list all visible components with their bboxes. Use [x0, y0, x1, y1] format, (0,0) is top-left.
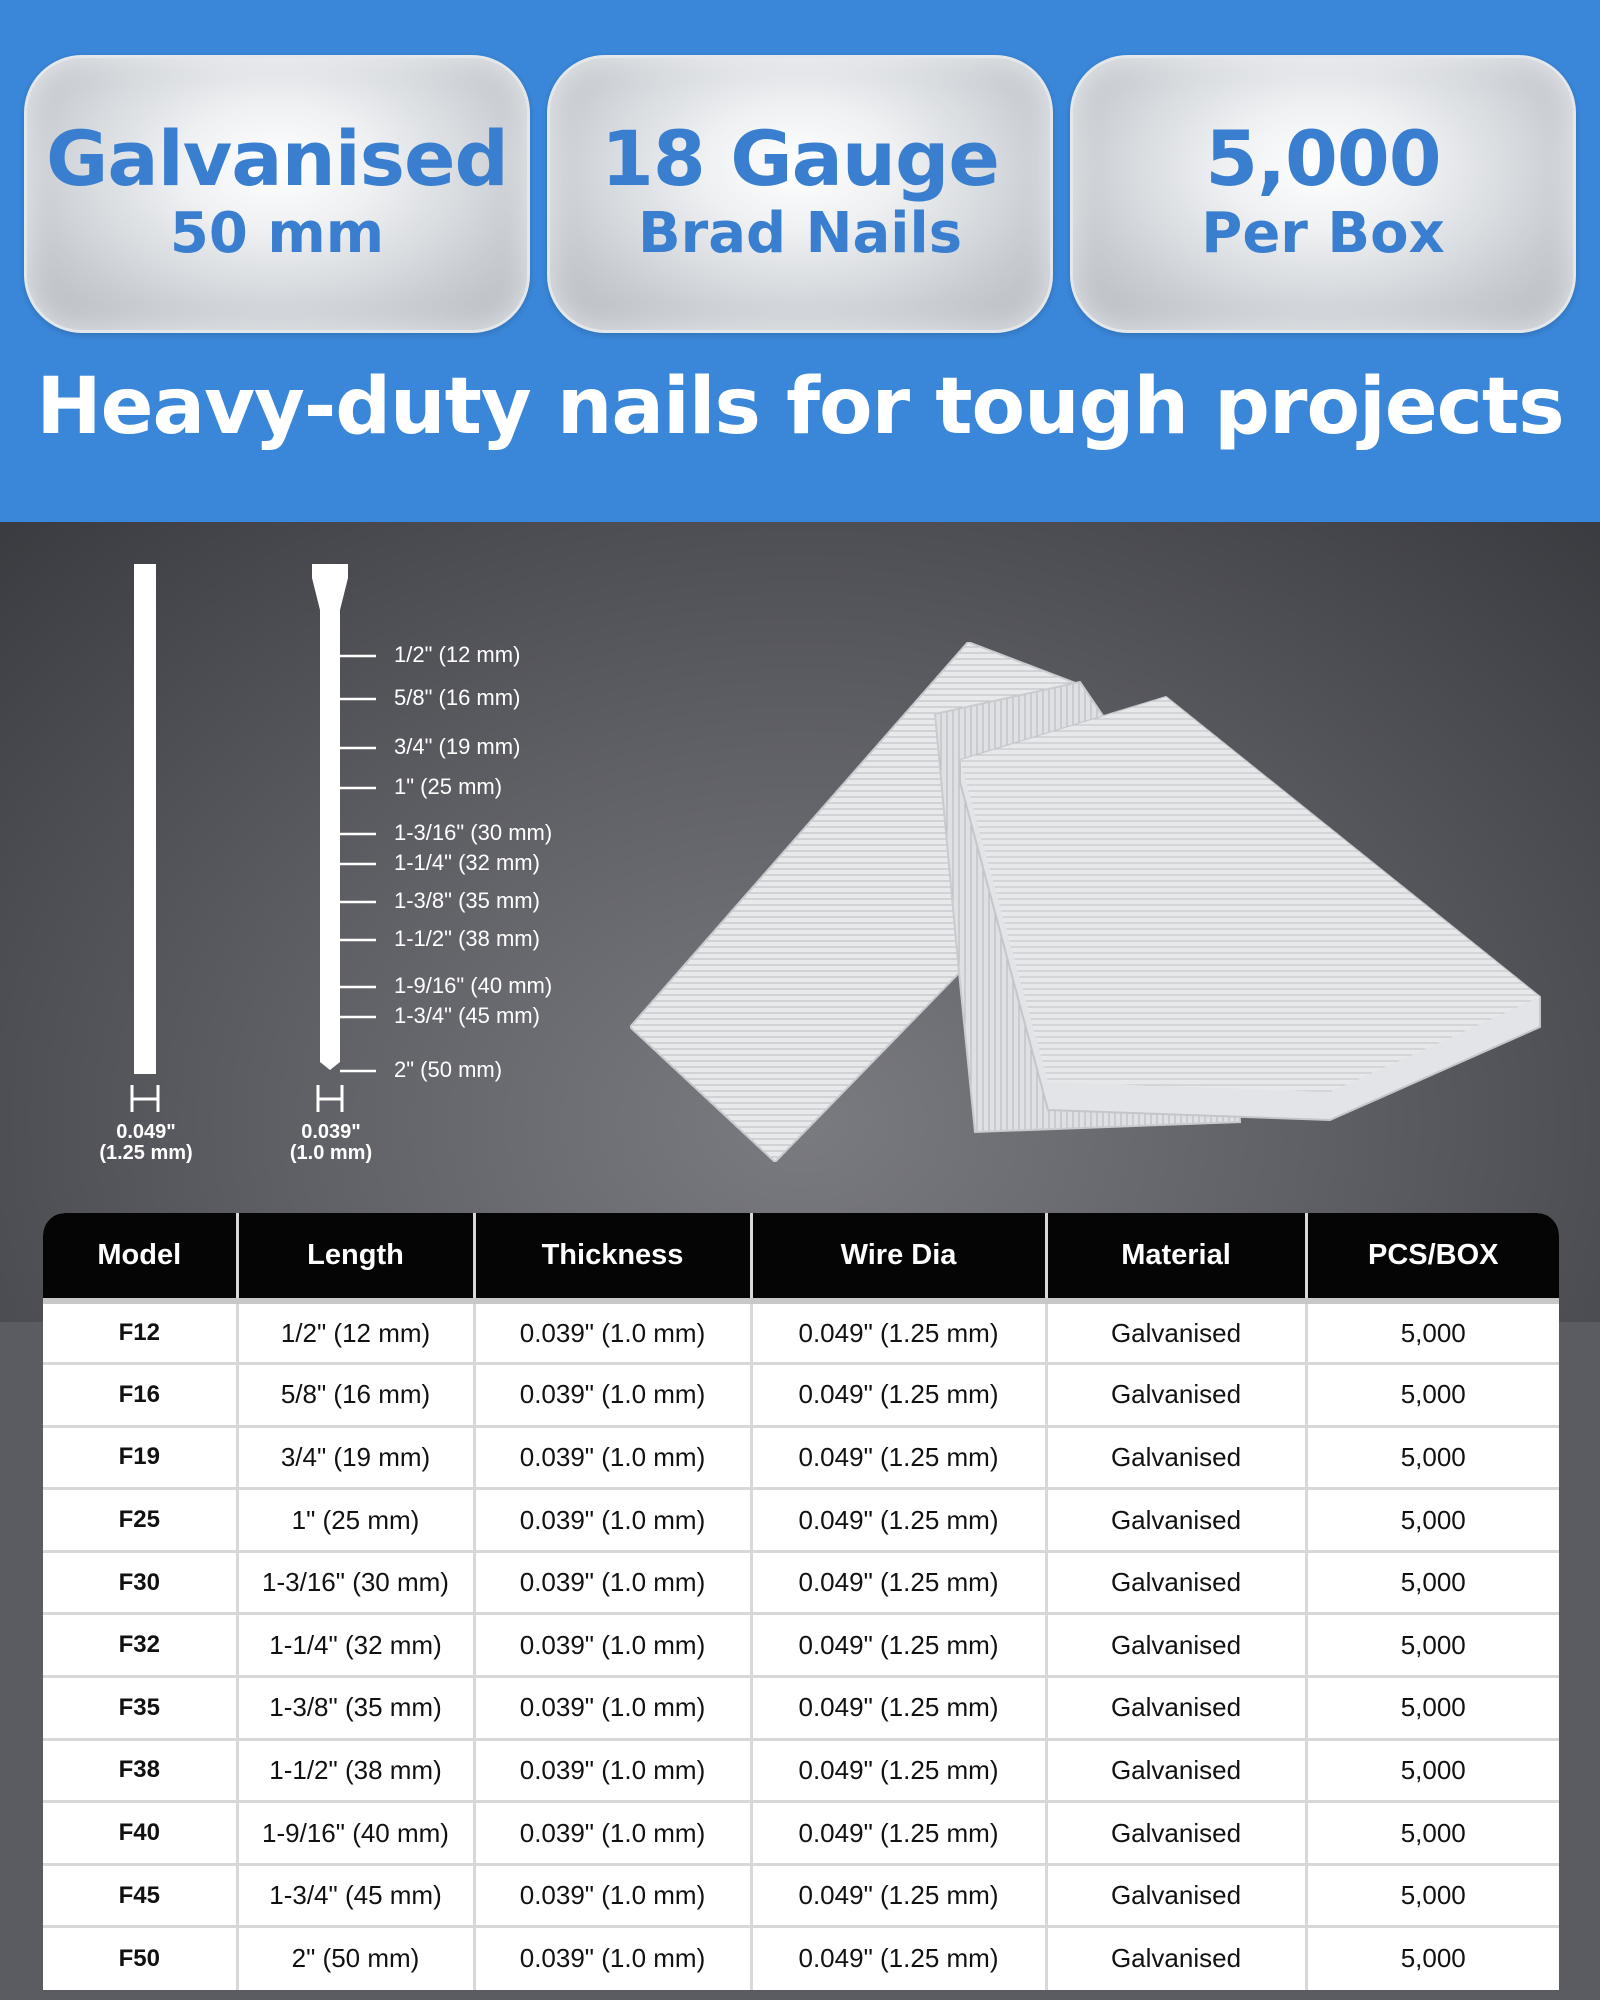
badge-gauge	[547, 55, 1053, 333]
cell-material: Galvanised	[1046, 1739, 1306, 1802]
cell-model: F50	[43, 1927, 237, 1990]
nail-side-view	[134, 564, 156, 1074]
thickness-marker	[318, 1085, 342, 1112]
nail-strip-front-top	[960, 697, 1540, 1092]
spec-table-container	[43, 1213, 1559, 1990]
wire-dia-label	[88, 1122, 204, 1164]
cell-model: F32	[43, 1614, 237, 1677]
cell-material: Galvanised	[1046, 1301, 1306, 1364]
cell-material: Galvanised	[1046, 1426, 1306, 1489]
cell-pcs-box: 5,000	[1306, 1426, 1559, 1489]
cell-wire-dia: 0.049" (1.25 mm)	[751, 1301, 1046, 1364]
cell-pcs-box: 5,000	[1306, 1677, 1559, 1740]
cell-thickness: 0.039" (1.0 mm)	[474, 1301, 751, 1364]
headline: Heavy-duty nails for tough projects	[36, 362, 1564, 452]
cell-length: 1-1/2" (38 mm)	[237, 1739, 474, 1802]
cell-model: F19	[43, 1426, 237, 1489]
cell-model: F38	[43, 1739, 237, 1802]
wire-dia-mm: (1.25 mm)	[99, 1142, 193, 1164]
cell-length: 1-9/16" (40 mm)	[237, 1802, 474, 1865]
length-tick-label: 1-3/8" (35 mm)	[394, 888, 540, 913]
table-row	[43, 1864, 1559, 1927]
cell-length: 1/2" (12 mm)	[237, 1301, 474, 1364]
badge-quantity	[1070, 55, 1576, 333]
cell-length: 1-3/4" (45 mm)	[237, 1864, 474, 1927]
cell-thickness: 0.039" (1.0 mm)	[474, 1614, 751, 1677]
table-row	[43, 1426, 1559, 1489]
cell-pcs-box: 5,000	[1306, 1301, 1559, 1364]
length-tick-label: 1-1/2" (38 mm)	[394, 926, 540, 951]
length-tick-label: 5/8" (16 mm)	[394, 685, 521, 710]
cell-pcs-box: 5,000	[1306, 1739, 1559, 1802]
nail-size-diagram	[0, 522, 700, 1242]
nail-front-view	[312, 564, 348, 1070]
cell-wire-dia: 0.049" (1.25 mm)	[751, 1802, 1046, 1865]
thickness-inch: 0.039"	[301, 1121, 361, 1143]
cell-length: 1" (25 mm)	[237, 1489, 474, 1552]
cell-pcs-box: 5,000	[1306, 1802, 1559, 1865]
cell-wire-dia: 0.049" (1.25 mm)	[751, 1927, 1046, 1990]
table-row	[43, 1614, 1559, 1677]
cell-thickness: 0.039" (1.0 mm)	[474, 1864, 751, 1927]
length-tick-label: 1/2" (12 mm)	[394, 642, 521, 667]
header-model: Model	[43, 1213, 237, 1301]
cell-wire-dia: 0.049" (1.25 mm)	[751, 1614, 1046, 1677]
cell-length: 5/8" (16 mm)	[237, 1364, 474, 1427]
badge-material-subtitle: 50 mm	[169, 200, 385, 266]
table-row	[43, 1364, 1559, 1427]
cell-wire-dia: 0.049" (1.25 mm)	[751, 1489, 1046, 1552]
length-tick-label: 2" (50 mm)	[394, 1057, 503, 1082]
cell-model: F35	[43, 1677, 237, 1740]
cell-length: 1-1/4" (32 mm)	[237, 1614, 474, 1677]
cell-material: Galvanised	[1046, 1802, 1306, 1865]
thickness-mm: (1.0 mm)	[289, 1142, 373, 1164]
table-row	[43, 1551, 1559, 1614]
cell-material: Galvanised	[1046, 1927, 1306, 1990]
cell-pcs-box: 5,000	[1306, 1864, 1559, 1927]
cell-model: F30	[43, 1551, 237, 1614]
cell-thickness: 0.039" (1.0 mm)	[474, 1364, 751, 1427]
cell-material: Galvanised	[1046, 1489, 1306, 1552]
length-tick-label: 1-1/4" (32 mm)	[394, 850, 540, 875]
cell-length: 2" (50 mm)	[237, 1927, 474, 1990]
cell-material: Galvanised	[1046, 1614, 1306, 1677]
cell-thickness: 0.039" (1.0 mm)	[474, 1489, 751, 1552]
length-tick-label: 1-3/16" (30 mm)	[394, 820, 553, 845]
cell-model: F12	[43, 1301, 237, 1364]
top-banner	[0, 0, 1600, 522]
table-body	[43, 1301, 1559, 1990]
table-row	[43, 1677, 1559, 1740]
product-showcase	[0, 522, 1600, 1322]
cell-material: Galvanised	[1046, 1677, 1306, 1740]
table-row	[43, 1301, 1559, 1364]
wire-dia-inch: 0.049"	[116, 1121, 176, 1143]
cell-wire-dia: 0.049" (1.25 mm)	[751, 1551, 1046, 1614]
header-material: Material	[1046, 1213, 1306, 1301]
spec-table	[43, 1213, 1559, 1990]
cell-pcs-box: 5,000	[1306, 1551, 1559, 1614]
table-row	[43, 1802, 1559, 1865]
cell-material: Galvanised	[1046, 1864, 1306, 1927]
badge-gauge-title: 18 Gauge	[601, 114, 999, 204]
cell-pcs-box: 5,000	[1306, 1364, 1559, 1427]
header-wire-dia: Wire Dia	[751, 1213, 1046, 1301]
cell-wire-dia: 0.049" (1.25 mm)	[751, 1364, 1046, 1427]
length-ticks	[340, 656, 376, 1071]
length-tick-label: 1-9/16" (40 mm)	[394, 973, 553, 998]
wire-dia-marker	[132, 1085, 158, 1112]
badge-quantity-title: 5,000	[1205, 114, 1441, 204]
cell-model: F45	[43, 1864, 237, 1927]
cell-model: F16	[43, 1364, 237, 1427]
cell-model: F40	[43, 1802, 237, 1865]
cell-wire-dia: 0.049" (1.25 mm)	[751, 1739, 1046, 1802]
cell-thickness: 0.039" (1.0 mm)	[474, 1927, 751, 1990]
header-pcs-box: PCS/BOX	[1306, 1213, 1559, 1301]
cell-thickness: 0.039" (1.0 mm)	[474, 1677, 751, 1740]
cell-thickness: 0.039" (1.0 mm)	[474, 1739, 751, 1802]
cell-thickness: 0.039" (1.0 mm)	[474, 1426, 751, 1489]
cell-pcs-box: 5,000	[1306, 1489, 1559, 1552]
header-length: Length	[237, 1213, 474, 1301]
length-tick-label: 1" (25 mm)	[394, 774, 503, 799]
header-thickness: Thickness	[474, 1213, 751, 1301]
badge-material-title: Galvanised	[46, 114, 508, 204]
badge-quantity-subtitle: Per Box	[1201, 200, 1445, 266]
cell-thickness: 0.039" (1.0 mm)	[474, 1551, 751, 1614]
cell-wire-dia: 0.049" (1.25 mm)	[751, 1677, 1046, 1740]
cell-length: 1-3/8" (35 mm)	[237, 1677, 474, 1740]
cell-wire-dia: 0.049" (1.25 mm)	[751, 1426, 1046, 1489]
cell-wire-dia: 0.049" (1.25 mm)	[751, 1864, 1046, 1927]
length-tick-label: 1-3/4" (45 mm)	[394, 1003, 540, 1028]
badge-material	[24, 55, 530, 333]
thickness-label	[278, 1122, 384, 1164]
cell-pcs-box: 5,000	[1306, 1614, 1559, 1677]
nail-strips-image	[630, 642, 1550, 1162]
table-row	[43, 1927, 1559, 1990]
badge-gauge-subtitle: Brad Nails	[637, 200, 963, 266]
table-header-row	[43, 1213, 1559, 1301]
table-row	[43, 1739, 1559, 1802]
length-tick-label: 3/4" (19 mm)	[394, 734, 521, 759]
cell-material: Galvanised	[1046, 1551, 1306, 1614]
cell-pcs-box: 5,000	[1306, 1927, 1559, 1990]
cell-model: F25	[43, 1489, 237, 1552]
table-row	[43, 1489, 1559, 1552]
cell-length: 3/4" (19 mm)	[237, 1426, 474, 1489]
cell-thickness: 0.039" (1.0 mm)	[474, 1802, 751, 1865]
cell-length: 1-3/16" (30 mm)	[237, 1551, 474, 1614]
cell-material: Galvanised	[1046, 1364, 1306, 1427]
